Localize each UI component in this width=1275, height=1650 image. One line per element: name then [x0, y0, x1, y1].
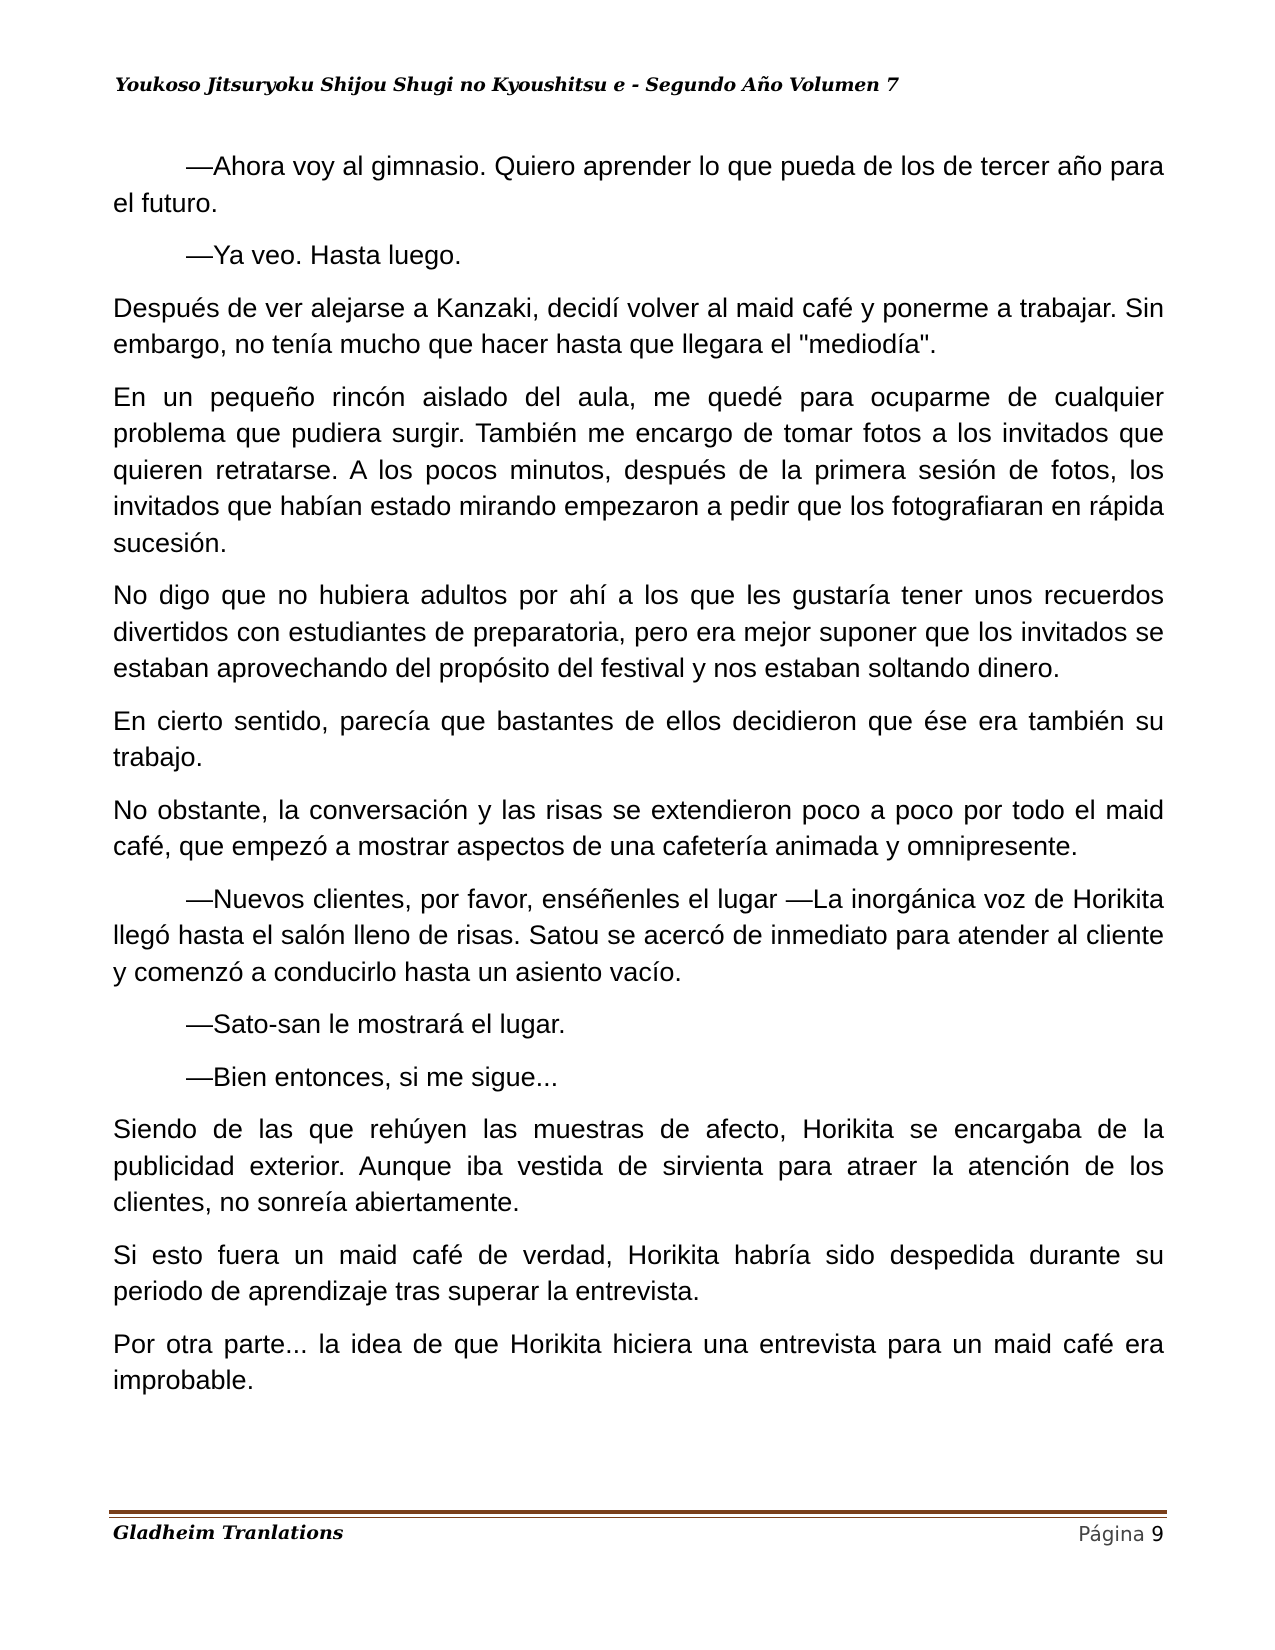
running-header: Youkoso Jitsuryoku Shijou Shugi no Kyoushitsu e - Segundo Año Volumen 7	[115, 74, 899, 96]
paragraph-8: —Nuevos clientes, por favor, enséñenles el lugar —La inorgánica voz de Horikita llegó hasta el salón lleno de risas. Satou se acercó de inmediato para atender al cliente y comenzó a conducirlo hasta un asiento vacío.	[113, 883, 1164, 987]
paragraph-10: —Bien entonces, si me sigue...	[186, 1061, 559, 1092]
paragraph-6: En cierto sentido, parecía que bastantes de ellos decidieron que ése era también su trabajo.	[113, 705, 1164, 772]
footer-credit: Gladheim Tranlations	[113, 1522, 344, 1544]
paragraph-2: —Ya veo. Hasta luego.	[186, 240, 462, 270]
paragraph-3: Después de ver alejarse a Kanzaki, decidí volver al maid café y ponerme a trabajar. Sin embargo, no tenía mucho que hacer hasta que llegara el "mediodía".	[113, 292, 1164, 359]
paragraph-5: No digo que no hubiera adultos por ahí a los que les gustaría tener unos recuerdos divertidos con estudiantes de preparatoria, pero era mejor suponer que los invitados se estaban aprovechando del propósito del festival y nos estaban soltando dinero.	[113, 580, 1164, 683]
paragraph-11: Siendo de las que rehúyen las muestras de afecto, Horikita se encargaba de la publicidad exterior. Aunque iba vestida de sirvienta para atraer la atención de los clientes, no sonreía abiertamente.	[113, 1114, 1164, 1217]
page-label: Página	[1078, 1522, 1145, 1546]
paragraph-13: Por otra parte... la idea de que Horikita hiciera una entrevista para un maid café era improbable.	[113, 1328, 1164, 1395]
paragraph-12: Si esto fuera un maid café de verdad, Horikita habría sido despedida durante su periodo de aprendizaje tras superar la entrevista.	[113, 1239, 1164, 1306]
paragraph-1: —Ahora voy al gimnasio. Quiero aprender lo que pueda de los de tercer año para el futuro.	[113, 151, 1164, 218]
footer-rule-thin	[109, 1517, 1167, 1518]
paragraph-7: No obstante, la conversación y las risas se extendieron poco a poco por todo el maid café, que empezó a mostrar aspectos de una cafetería animada y omnipresente.	[113, 794, 1164, 861]
page-number-value: 9	[1151, 1522, 1164, 1546]
paragraph-9: —Sato-san le mostrará el lugar.	[186, 1009, 566, 1039]
page-number	[1078, 1522, 1164, 1546]
paragraph-4: En un pequeño rincón aislado del aula, me quedé para ocuparme de cualquier problema que pudiera surgir. También me encargo de tomar fotos a los invitados que quieren retratarse. A los pocos minutos, después de la primera sesión de fotos, los invitados que habían estado mirando empezaron a pedir que los fotografiaran en rápida sucesión.	[113, 381, 1164, 558]
body-text	[113, 148, 1164, 1415]
footer-rule	[109, 1510, 1167, 1514]
